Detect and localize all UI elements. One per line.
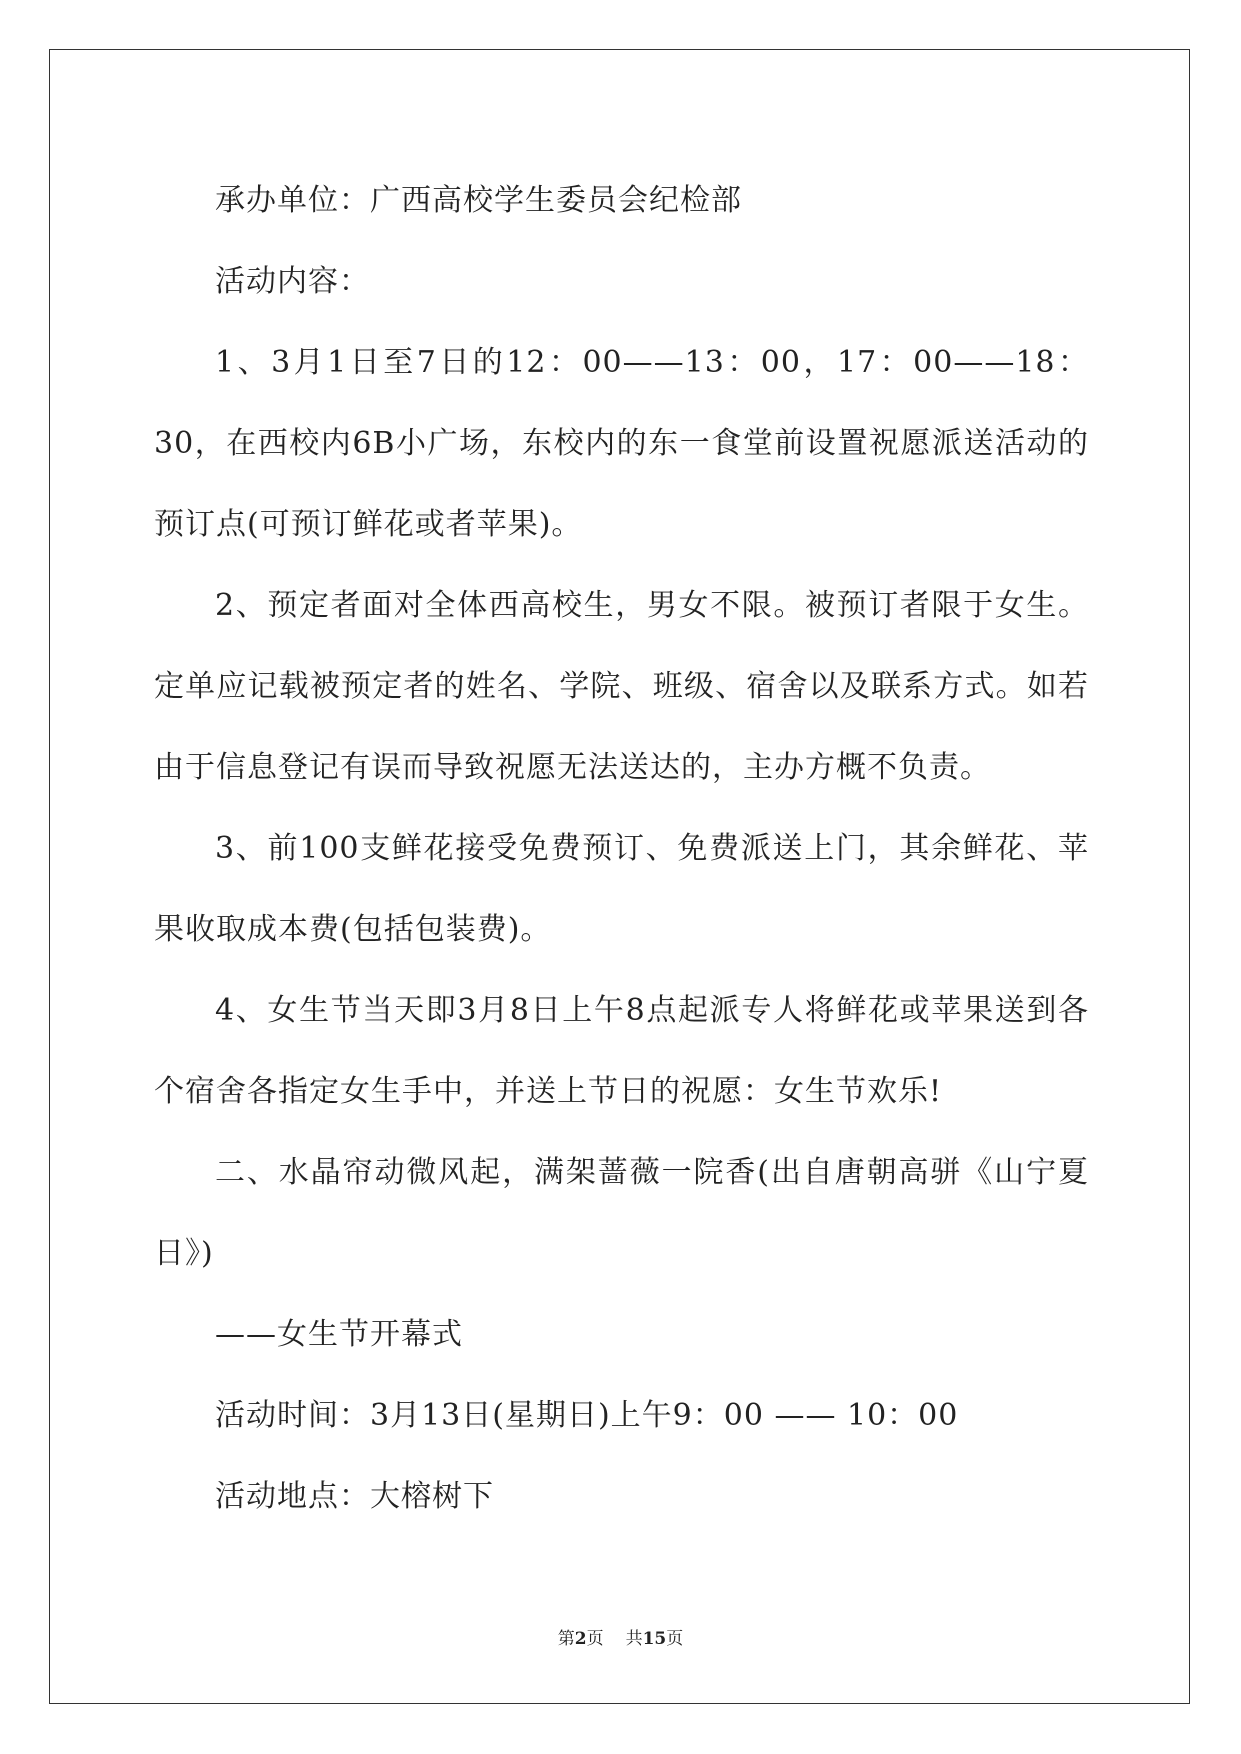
paragraph-opening-ceremony: ——女生节开幕式: [215, 1317, 463, 1352]
footer-total-suffix: 页: [666, 1629, 684, 1649]
paragraph-activity-heading: 活动内容：: [215, 264, 370, 299]
paragraph-item-3: 3、前100支鲜花接受免费预订、免费派送上门，其余鲜花、苹果收取成本费(包括包装费)。: [154, 831, 1089, 947]
footer-page-number: 2: [574, 1629, 587, 1649]
document-body: [154, 160, 1089, 1537]
footer-page-suffix: 页: [586, 1629, 604, 1649]
paragraph-activity-time: 活动时间：3月13日(星期日)上午9：00 —— 10：00: [215, 1398, 959, 1433]
paragraph-item-2: 2、预定者面对全体西高校生，男女不限。被预订者限于女生。定单应记载被预定者的姓名、学院、班级、宿舍以及联系方式。如若由于信息登记有误而导致祝愿无法送达的，主办方概不负责。: [154, 588, 1089, 785]
paragraph-item-4: 4、女生节当天即3月8日上午8点起派专人将鲜花或苹果送到各个宿舍各指定女生手中，并送上节日的祝愿：女生节欢乐!: [154, 993, 1089, 1109]
paragraph-organizer: 承办单位：广西高校学生委员会纪检部: [215, 183, 742, 218]
paragraph-activity-location: 活动地点：大榕树下: [215, 1479, 494, 1514]
paragraph-section-2-title: 二、水晶帘动微风起，满架蔷薇一院香(出自唐朝高骈《山宁夏日》): [154, 1155, 1089, 1271]
footer-total-prefix: 共: [625, 1629, 643, 1649]
page-footer: [0, 1628, 1241, 1650]
paragraph-item-1: 1、3月1日至7日的12：00——13：00，17：00——18：30，在西校内6B小广场，东校内的东一食堂前设置祝愿派送活动的预订点(可预订鲜花或者苹果)。: [154, 345, 1089, 542]
footer-prefix: 第: [557, 1629, 575, 1649]
footer-total-pages: 15: [642, 1629, 667, 1649]
